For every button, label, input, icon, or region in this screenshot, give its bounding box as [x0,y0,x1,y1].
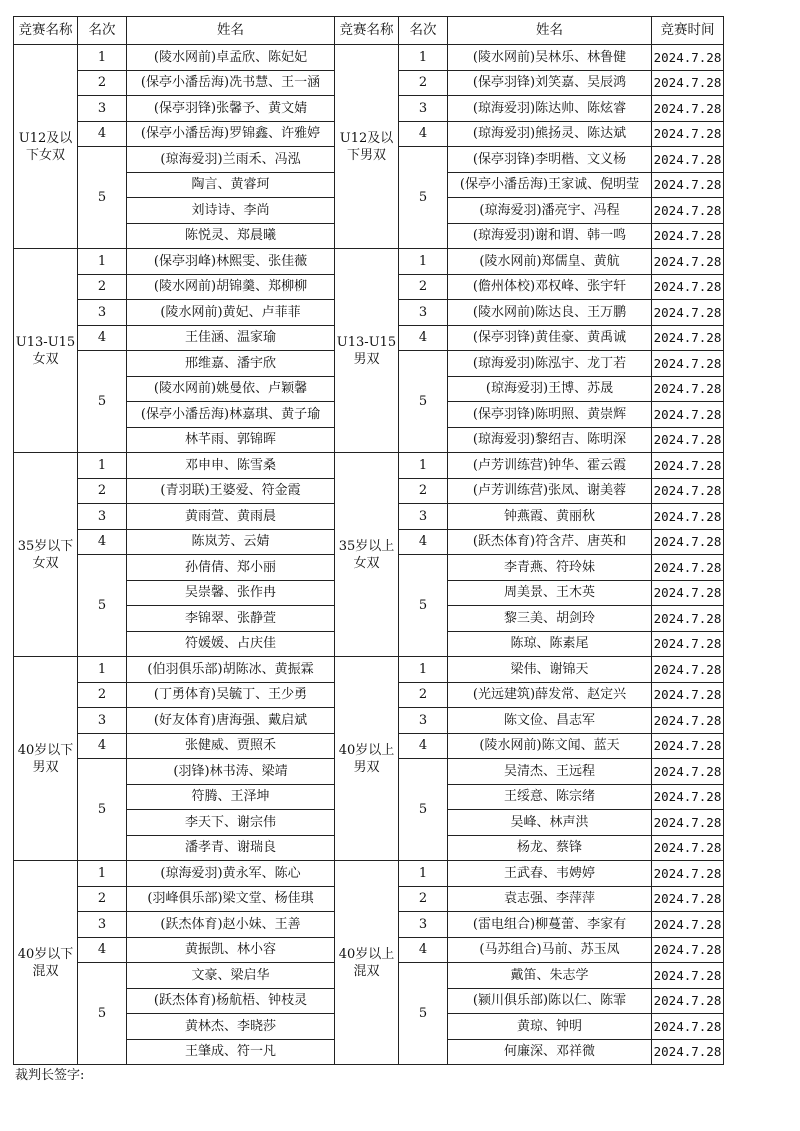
team-names-right: (光远建筑)薛发常、赵定兴 [448,682,652,708]
rank-left: 2 [78,70,127,96]
team-names-left: (好友体育)唐海强、戴启斌 [127,708,335,734]
team-names-right: (琼海爱羽)熊扬灵、陈达斌 [448,121,652,147]
team-names-left: (陵水网前)胡锦羹、郑柳柳 [127,274,335,300]
rank-left: 1 [78,45,127,71]
team-names-right: 李青燕、符玲妹 [448,555,652,581]
event-name-left: 40岁以下男双 [14,657,78,861]
event-name-right: 40岁以上男双 [335,657,399,861]
rank-right: 1 [399,453,448,479]
team-names-left: 文豪、梁启华 [127,963,335,989]
team-names-right: 何廉深、邓祥微 [448,1039,652,1065]
rank-right: 4 [399,937,448,963]
competition-date: 2024.7.28 [652,249,724,275]
competition-date: 2024.7.28 [652,529,724,555]
results-table [13,16,724,1065]
team-names-left: (琼海爱羽)黄永军、陈心 [127,861,335,887]
competition-date: 2024.7.28 [652,682,724,708]
competition-date: 2024.7.28 [652,70,724,96]
rank-left: 3 [78,912,127,938]
team-names-left: 符腾、王泽坤 [127,784,335,810]
team-names-right: (跃杰体育)符含芹、唐英和 [448,529,652,555]
rank-left: 5 [78,351,127,453]
competition-date: 2024.7.28 [652,733,724,759]
team-names-right: (马苏组合)马前、苏玉凤 [448,937,652,963]
rank-left: 5 [78,147,127,249]
rank-right: 2 [399,70,448,96]
rank-right: 5 [399,351,448,453]
rank-left: 1 [78,861,127,887]
competition-date: 2024.7.28 [652,325,724,351]
competition-date: 2024.7.28 [652,1039,724,1065]
team-names-right: (颍川俱乐部)陈以仁、陈霏 [448,988,652,1014]
team-names-right: (儋州体校)邓权峰、张宇轩 [448,274,652,300]
rank-right: 2 [399,886,448,912]
team-names-right: 吴清杰、王远程 [448,759,652,785]
team-names-left: 陈岚芳、云婧 [127,529,335,555]
team-names-right: 戴笛、朱志学 [448,963,652,989]
rank-right: 4 [399,121,448,147]
team-names-left: (羽峰俱乐部)梁文堂、杨佳琪 [127,886,335,912]
team-names-right: 陈琼、陈素尾 [448,631,652,657]
competition-date: 2024.7.28 [652,478,724,504]
rank-left: 4 [78,529,127,555]
rank-right: 3 [399,96,448,122]
competition-date: 2024.7.28 [652,121,724,147]
team-names-right: (陵水网前)吴林乐、林鲁健 [448,45,652,71]
competition-date: 2024.7.28 [652,631,724,657]
rank-right: 5 [399,759,448,861]
competition-date: 2024.7.28 [652,453,724,479]
team-names-right: (琼海爱羽)潘亮宇、冯程 [448,198,652,224]
rank-right: 4 [399,325,448,351]
team-names-left: (保亭羽锋)张馨予、黄文婧 [127,96,335,122]
event-name-right: U13-U15男双 [335,249,399,453]
team-names-left: 李天下、谢宗伟 [127,810,335,836]
header-event-right: 竞赛名称 [335,17,399,45]
team-names-right: (保亭羽锋)黄佳豪、黄禹诚 [448,325,652,351]
team-names-right: (保亭羽锋)李明楷、文义杨 [448,147,652,173]
header-time: 竞赛时间 [652,17,724,45]
rank-left: 3 [78,96,127,122]
rank-right: 5 [399,147,448,249]
table-row [14,249,724,275]
team-names-left: (陵水网前)卓孟欣、陈妃妃 [127,45,335,71]
competition-date: 2024.7.28 [652,963,724,989]
team-names-right: 王绥意、陈宗绪 [448,784,652,810]
team-names-left: (青羽联)王婆爱、符金霞 [127,478,335,504]
team-names-left: 吴崇馨、张作冉 [127,580,335,606]
competition-date: 2024.7.28 [652,198,724,224]
competition-date: 2024.7.28 [652,708,724,734]
team-names-left: 符媛媛、占庆佳 [127,631,335,657]
header-event-left: 竞赛名称 [14,17,78,45]
team-names-left: (伯羽俱乐部)胡陈冰、黄振霖 [127,657,335,683]
team-names-left: 刘诗诗、李尚 [127,198,335,224]
competition-date: 2024.7.28 [652,1014,724,1040]
team-names-left: 张健威、贾照禾 [127,733,335,759]
team-names-right: (保亭小潘岳海)王家诚、倪明莹 [448,172,652,198]
rank-left: 2 [78,886,127,912]
team-names-right: (琼海爱羽)谢和谓、韩一鸣 [448,223,652,249]
rank-left: 4 [78,121,127,147]
event-name-left: 40岁以下混双 [14,861,78,1065]
team-names-left: (保亭小潘岳海)林嘉琪、黄子瑜 [127,402,335,428]
team-names-left: (丁勇体育)吴毓丁、王少勇 [127,682,335,708]
team-names-left: 黄振凯、林小容 [127,937,335,963]
team-names-right: 梁伟、谢锦天 [448,657,652,683]
team-names-right: 王武春、韦娉婷 [448,861,652,887]
team-names-left: (琼海爱羽)兰雨禾、冯泓 [127,147,335,173]
team-names-left: 潘孝青、谢瑞良 [127,835,335,861]
competition-date: 2024.7.28 [652,759,724,785]
competition-date: 2024.7.28 [652,555,724,581]
competition-date: 2024.7.28 [652,912,724,938]
competition-date: 2024.7.28 [652,300,724,326]
competition-date: 2024.7.28 [652,580,724,606]
rank-right: 4 [399,529,448,555]
header-rank-left: 名次 [78,17,127,45]
team-names-right: (陵水网前)郑儒皇、黄航 [448,249,652,275]
rank-left: 3 [78,504,127,530]
rank-left: 5 [78,759,127,861]
team-names-right: 黎三美、胡剑玲 [448,606,652,632]
competition-date: 2024.7.28 [652,96,724,122]
competition-date: 2024.7.28 [652,861,724,887]
competition-date: 2024.7.28 [652,172,724,198]
event-name-right: 35岁以上女双 [335,453,399,657]
team-names-left: 林芊雨、郭锦晖 [127,427,335,453]
competition-date: 2024.7.28 [652,886,724,912]
rank-right: 1 [399,45,448,71]
team-names-left: (跃杰体育)赵小妹、王善 [127,912,335,938]
rank-left: 2 [78,274,127,300]
event-name-left: U12及以下女双 [14,45,78,249]
rank-left: 1 [78,453,127,479]
team-names-left: 黄林杰、李晓莎 [127,1014,335,1040]
competition-date: 2024.7.28 [652,427,724,453]
rank-right: 5 [399,555,448,657]
team-names-right: 吴峰、林声洪 [448,810,652,836]
rank-left: 3 [78,708,127,734]
rank-left: 4 [78,325,127,351]
competition-date: 2024.7.28 [652,657,724,683]
team-names-left: 黄雨萱、黄雨晨 [127,504,335,530]
rank-left: 5 [78,555,127,657]
team-names-left: 孙倩倩、郑小丽 [127,555,335,581]
team-names-right: 袁志强、李萍萍 [448,886,652,912]
team-names-left: 邓申申、陈雪桑 [127,453,335,479]
event-name-left: 35岁以下女双 [14,453,78,657]
team-names-right: (卢芳训练营)钟华、霍云霞 [448,453,652,479]
team-names-right: 黄琼、钟明 [448,1014,652,1040]
rank-right: 3 [399,912,448,938]
rank-right: 1 [399,249,448,275]
team-names-right: 周美景、王木英 [448,580,652,606]
competition-date: 2024.7.28 [652,810,724,836]
rank-right: 3 [399,708,448,734]
team-names-right: 陈文俭、昌志军 [448,708,652,734]
competition-date: 2024.7.28 [652,274,724,300]
team-names-right: (保亭羽锋)刘笑嘉、吴辰鸿 [448,70,652,96]
rank-left: 3 [78,300,127,326]
rank-right: 1 [399,861,448,887]
competition-date: 2024.7.28 [652,937,724,963]
team-names-left: 王肇成、符一凡 [127,1039,335,1065]
rank-right: 3 [399,504,448,530]
team-names-left: (陵水网前)黄妃、卢菲菲 [127,300,335,326]
header-name-right: 姓名 [448,17,652,45]
header-name-left: 姓名 [127,17,335,45]
team-names-left: 李锦翠、张静萱 [127,606,335,632]
competition-date: 2024.7.28 [652,402,724,428]
referee-signature-label: 裁判长签字: [15,1068,85,1083]
table-row [14,45,724,71]
competition-date: 2024.7.28 [652,45,724,71]
team-names-left: (跃杰体育)杨航梧、钟枝灵 [127,988,335,1014]
team-names-left: 邢维嘉、潘宇欣 [127,351,335,377]
team-names-right: 杨龙、蔡锋 [448,835,652,861]
team-names-left: 王佳涵、温家瑜 [127,325,335,351]
team-names-right: (保亭羽锋)陈明照、黄崇辉 [448,402,652,428]
team-names-left: (保亭羽峰)林熙雯、张佳薇 [127,249,335,275]
team-names-left: (羽锋)林书涛、梁靖 [127,759,335,785]
team-names-left: (陵水网前)姚曼依、卢颖馨 [127,376,335,402]
rank-right: 4 [399,733,448,759]
rank-left: 1 [78,249,127,275]
team-names-left: (保亭小潘岳海)罗锦鑫、许雅婷 [127,121,335,147]
rank-left: 2 [78,478,127,504]
competition-date: 2024.7.28 [652,504,724,530]
rank-right: 2 [399,682,448,708]
event-name-right: 40岁以上混双 [335,861,399,1065]
competition-date: 2024.7.28 [652,835,724,861]
team-names-right: (琼海爱羽)陈达帅、陈炫睿 [448,96,652,122]
rank-right: 2 [399,478,448,504]
competition-date: 2024.7.28 [652,223,724,249]
team-names-right: (琼海爱羽)王博、苏晟 [448,376,652,402]
team-names-right: (琼海爱羽)黎绍吉、陈明深 [448,427,652,453]
team-names-right: 钟燕霞、黄丽秋 [448,504,652,530]
team-names-right: (陵水网前)陈文闻、蓝天 [448,733,652,759]
rank-right: 5 [399,963,448,1065]
competition-date: 2024.7.28 [652,376,724,402]
rank-left: 1 [78,657,127,683]
event-name-left: U13-U15女双 [14,249,78,453]
competition-date: 2024.7.28 [652,784,724,810]
team-names-right: (琼海爱羽)陈泓宇、龙丁若 [448,351,652,377]
rank-left: 4 [78,733,127,759]
team-names-left: 陶言、黄睿珂 [127,172,335,198]
team-names-left: (保亭小潘岳海)冼书慧、王一涵 [127,70,335,96]
team-names-right: (雷电组合)柳蔓蕾、李家有 [448,912,652,938]
event-name-right: U12及以下男双 [335,45,399,249]
header-rank-right: 名次 [399,17,448,45]
rank-right: 1 [399,657,448,683]
rank-left: 5 [78,963,127,1065]
rank-right: 2 [399,274,448,300]
team-names-right: (卢芳训练营)张凤、谢美蓉 [448,478,652,504]
competition-date: 2024.7.28 [652,351,724,377]
rank-right: 3 [399,300,448,326]
competition-date: 2024.7.28 [652,606,724,632]
competition-date: 2024.7.28 [652,988,724,1014]
table-row [14,861,724,887]
team-names-right: (陵水网前)陈达良、王万鹏 [448,300,652,326]
table-row [14,657,724,683]
header-row [14,17,724,45]
competition-date: 2024.7.28 [652,147,724,173]
table-row [14,453,724,479]
team-names-left: 陈悦灵、郑晨曦 [127,223,335,249]
rank-left: 2 [78,682,127,708]
rank-left: 4 [78,937,127,963]
